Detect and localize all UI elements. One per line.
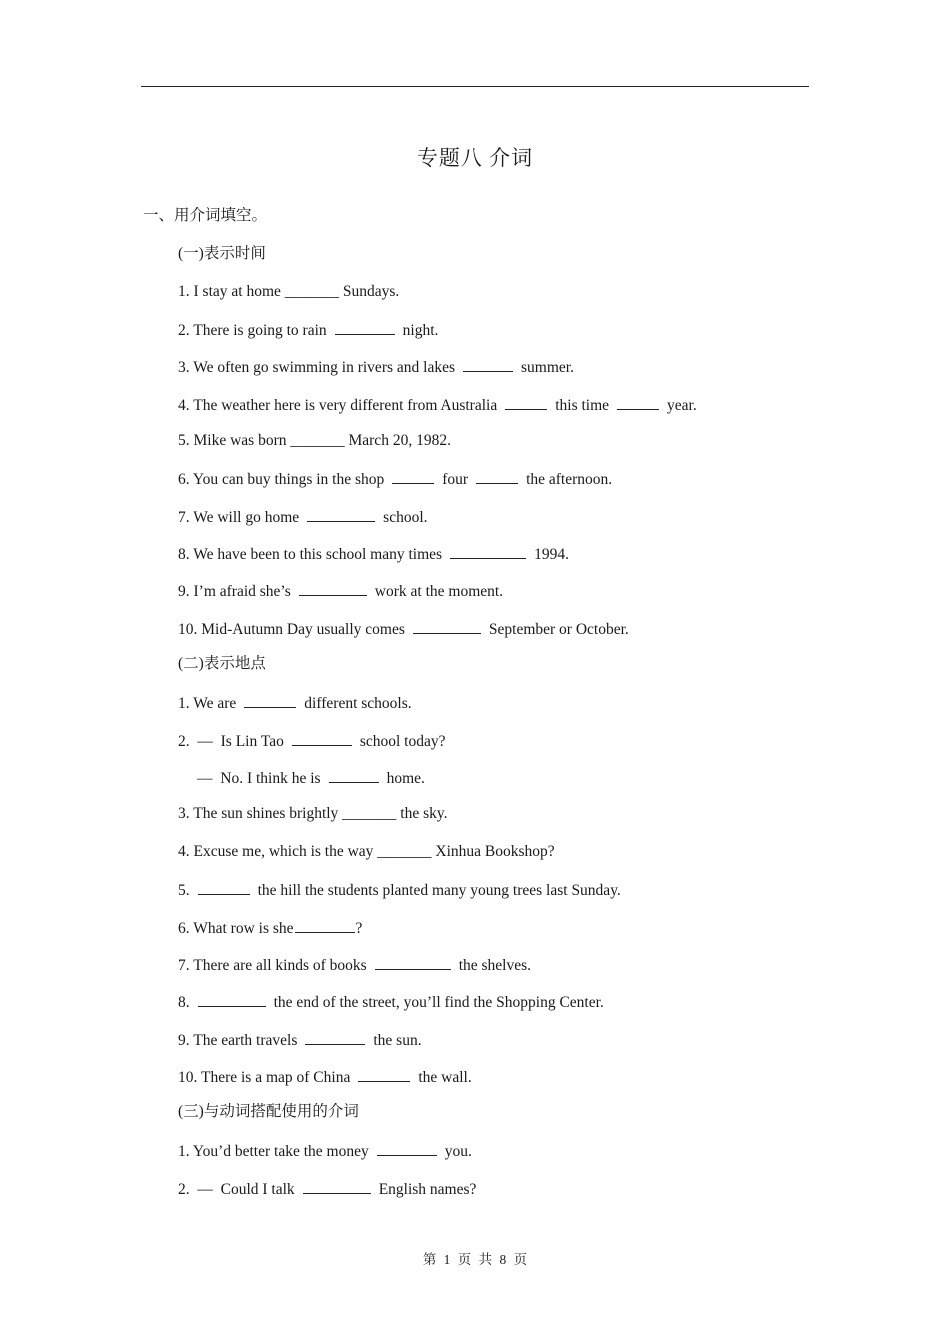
header-rule xyxy=(141,86,809,87)
part-heading: (一)表示时间 xyxy=(178,245,266,262)
answer-blank[interactable] xyxy=(198,991,266,1007)
question-text: four xyxy=(442,471,469,488)
part-heading: (二)表示地点 xyxy=(178,655,266,672)
question-text: 2. — Is Lin Tao xyxy=(178,733,284,750)
answer-blank[interactable] xyxy=(505,394,547,410)
question-text: 6. What row is she xyxy=(178,920,294,937)
question-item xyxy=(178,282,399,302)
question-text: 9. The earth travels xyxy=(178,1032,298,1049)
answer-blank[interactable] xyxy=(307,506,375,522)
question-item xyxy=(178,1178,476,1200)
question-item xyxy=(178,1140,472,1162)
question-text: 10. Mid-Autumn Day usually comes xyxy=(178,621,405,638)
answer-blank[interactable] xyxy=(299,580,367,596)
question-text: 1. We are xyxy=(178,695,237,712)
question-text: 10. There is a map of China xyxy=(178,1069,351,1086)
question-item xyxy=(178,842,555,862)
question-item xyxy=(178,804,448,824)
answer-blank[interactable] xyxy=(329,767,379,783)
question-text: 3. The sun shines brightly _______ the sky. xyxy=(178,805,448,822)
question-item xyxy=(178,319,438,341)
question-text: English names? xyxy=(378,1181,477,1198)
question-text: work at the moment. xyxy=(374,583,504,600)
question-item xyxy=(178,917,362,939)
question-text: 2. — Could I talk xyxy=(178,1181,295,1198)
question-text: 5. xyxy=(178,882,190,899)
question-text: different schools. xyxy=(304,695,412,712)
answer-blank[interactable] xyxy=(463,356,513,372)
question-item xyxy=(178,394,697,416)
question-item xyxy=(178,506,428,528)
question-text: the afternoon. xyxy=(526,471,613,488)
question-text: school. xyxy=(383,509,428,526)
question-text: 8. xyxy=(178,994,190,1011)
question-text: 3. We often go swimming in rivers and lakes xyxy=(178,359,455,376)
question-item xyxy=(178,543,569,565)
answer-blank[interactable] xyxy=(377,1140,437,1156)
question-item xyxy=(178,356,574,378)
answer-blank[interactable] xyxy=(335,319,395,335)
question-item xyxy=(178,431,451,451)
question-item xyxy=(178,991,604,1013)
question-text: 8. We have been to this school many times xyxy=(178,546,443,563)
answer-blank[interactable] xyxy=(305,1029,365,1045)
question-text: you. xyxy=(444,1143,472,1160)
question-text: ? xyxy=(355,920,363,937)
section-heading: 一、用介词填空。 xyxy=(143,207,268,224)
question-text: summer. xyxy=(521,359,574,376)
answer-blank[interactable] xyxy=(413,618,481,634)
question-text: 5. Mike was born _______ March 20, 1982. xyxy=(178,432,451,449)
question-text: home. xyxy=(386,770,425,787)
question-text: September or October. xyxy=(488,621,629,638)
question-text: the end of the street, you’ll find the Shopping Center. xyxy=(273,994,604,1011)
question-text: 4. The weather here is very different from Australia xyxy=(178,397,498,414)
question-text: 4. Excuse me, which is the way _______ Xinhua Bookshop? xyxy=(178,843,555,860)
question-text: 1994. xyxy=(534,546,569,563)
question-text: 7. There are all kinds of books xyxy=(178,957,367,974)
answer-blank[interactable] xyxy=(617,394,659,410)
answer-blank[interactable] xyxy=(375,954,451,970)
part-heading: (三)与动词搭配使用的介词 xyxy=(178,1103,359,1120)
question-text: night. xyxy=(402,322,439,339)
answer-blank[interactable] xyxy=(476,468,518,484)
question-item xyxy=(178,618,629,640)
question-item xyxy=(178,879,621,901)
answer-blank[interactable] xyxy=(292,730,352,746)
question-text: 6. You can buy things in the shop xyxy=(178,471,385,488)
question-item xyxy=(178,468,612,490)
question-text: 1. You’d better take the money xyxy=(178,1143,369,1160)
question-item xyxy=(178,692,412,714)
question-text: — No. I think he is xyxy=(197,770,321,787)
answer-blank[interactable] xyxy=(295,917,355,933)
page-title: 专题八 介词 xyxy=(416,146,534,170)
question-item xyxy=(197,767,425,789)
answer-blank[interactable] xyxy=(450,543,526,559)
question-item xyxy=(178,580,503,602)
question-text: school today? xyxy=(359,733,446,750)
question-text: this time xyxy=(555,397,610,414)
page-footer: 第 1 页 共 8 页 xyxy=(422,1252,528,1267)
question-item xyxy=(178,954,531,976)
question-text: 7. We will go home xyxy=(178,509,300,526)
answer-blank[interactable] xyxy=(358,1066,410,1082)
question-item xyxy=(178,1066,472,1088)
answer-blank[interactable] xyxy=(198,879,250,895)
question-text: 1. I stay at home _______ Sundays. xyxy=(178,283,400,300)
answer-blank[interactable] xyxy=(392,468,434,484)
question-text: the hill the students planted many young trees last Sunday. xyxy=(257,882,621,899)
answer-blank[interactable] xyxy=(244,692,296,708)
question-text: year. xyxy=(667,397,697,414)
question-text: the shelves. xyxy=(458,957,532,974)
question-item xyxy=(178,1029,422,1051)
question-item xyxy=(178,730,446,752)
question-text: 9. I’m afraid she’s xyxy=(178,583,291,600)
question-text: the sun. xyxy=(373,1032,422,1049)
question-text: the wall. xyxy=(418,1069,472,1086)
question-text: 2. There is going to rain xyxy=(178,322,327,339)
answer-blank[interactable] xyxy=(303,1178,371,1194)
